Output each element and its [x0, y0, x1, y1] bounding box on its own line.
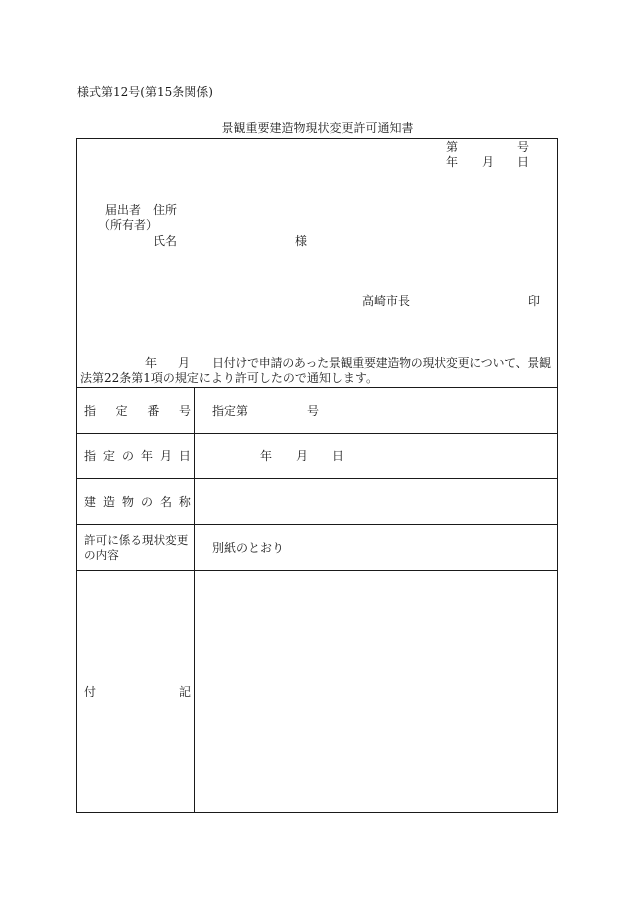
label-character: 番: [147, 403, 160, 418]
label-cell: [84, 479, 191, 524]
designation-number-suffix: 号: [307, 403, 320, 418]
notice-year-label: 年: [145, 356, 158, 370]
label-character: 号: [178, 403, 191, 418]
address-label: 住所: [153, 203, 178, 217]
designation-date-day-label: 日: [332, 449, 345, 463]
notice-text-line-2: 法第22条第1項の規定により許可したので通知します。: [80, 371, 378, 385]
designation-date-year-label: 年: [260, 449, 273, 463]
designation-date-value: [195, 434, 557, 478]
designation-date-label: [84, 449, 191, 463]
label-character: の: [140, 494, 153, 509]
notice-month-label: 月: [178, 356, 191, 370]
document-number-suffix: 号: [517, 140, 530, 154]
label-character: 年: [140, 449, 153, 463]
label-character: 記: [178, 684, 191, 699]
row-building-name: [77, 479, 557, 524]
label-character: 建: [84, 494, 97, 509]
row-change-details: [77, 525, 557, 570]
row-designation-date: [77, 434, 557, 478]
notice-text-line-1: 日付けで申請のあった景観重要建造物の現状変更について、景観: [212, 356, 551, 370]
remarks-value: [195, 571, 557, 812]
label-character: 名: [159, 494, 172, 509]
change-details-value: 別紙のとおり: [212, 540, 285, 555]
issue-date-month-label: 月: [482, 155, 495, 169]
document-number-prefix: 第: [446, 140, 459, 154]
label-character: 指: [84, 403, 97, 418]
label-cell: [84, 388, 191, 433]
issue-date-day-label: 日: [517, 155, 530, 169]
honorific: 様: [295, 234, 308, 248]
label-character: 定: [115, 403, 128, 418]
label-character: 付: [84, 684, 97, 699]
row-designation-number: [77, 388, 557, 433]
label-character: の: [121, 449, 134, 463]
change-details-value-cell: [195, 525, 557, 570]
row-remarks: [77, 571, 557, 812]
label-character: 物: [121, 494, 134, 509]
designation-number-prefix: 指定第: [212, 403, 249, 418]
label-character: 日: [178, 449, 191, 463]
designation-date-month-label: 月: [296, 449, 309, 463]
form-number: 様式第12号(第15条関係): [77, 85, 213, 99]
label-character: 月: [159, 449, 172, 463]
issuer-title: 高崎市長: [362, 294, 411, 308]
designation-number-value: [195, 388, 557, 433]
building-name-label: [84, 495, 191, 509]
recipient-role-note: （所有者）: [98, 218, 159, 232]
building-name-value: [195, 479, 557, 524]
remarks-label: [84, 685, 191, 699]
label-cell: [84, 571, 191, 812]
label-cell: [84, 525, 191, 570]
recipient-role-label: 届出者: [105, 203, 142, 217]
label-character: 指: [84, 449, 97, 463]
designation-number-label: [84, 404, 191, 418]
label-character: 定: [102, 449, 115, 463]
label-character: 称: [178, 494, 191, 509]
seal-mark: 印: [528, 294, 541, 308]
issue-date-year-label: 年: [446, 155, 459, 169]
change-details-label: 許可に係る現状変更の内容: [84, 532, 189, 562]
label-character: 造: [102, 494, 115, 509]
name-label: 氏名: [153, 234, 178, 248]
label-cell: [84, 434, 191, 478]
document-title: 景観重要建造物現状変更許可通知書: [221, 121, 414, 135]
